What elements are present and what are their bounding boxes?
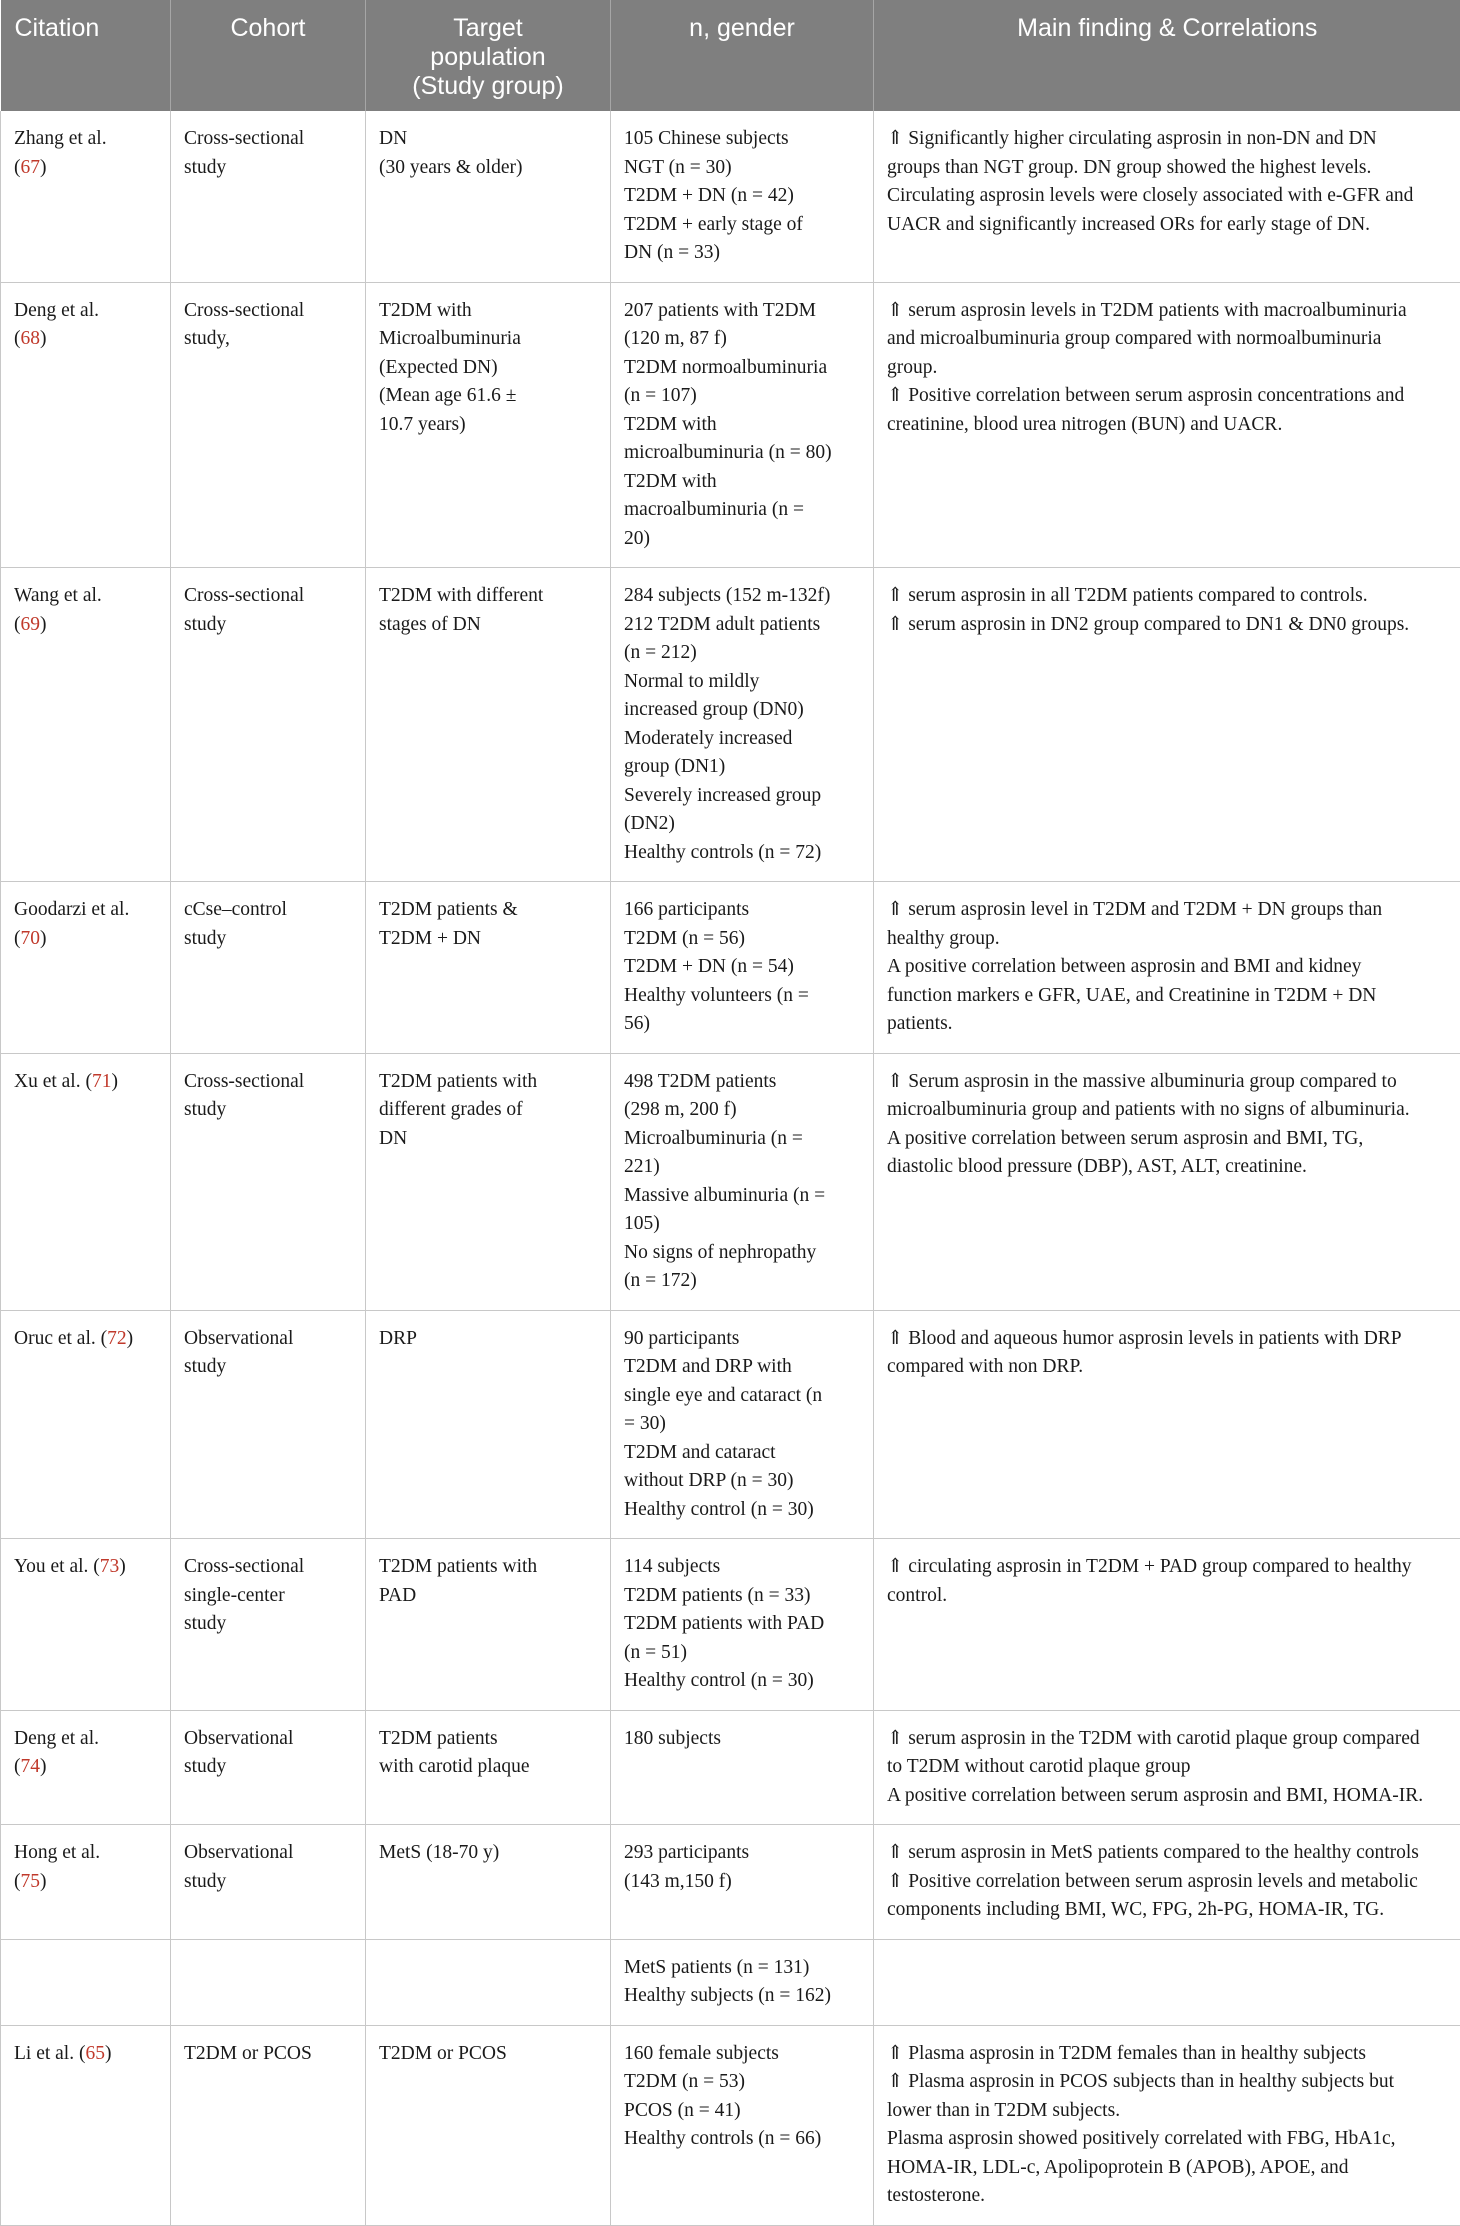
cell-line: Moderately increased xyxy=(624,725,863,754)
target-population-cell xyxy=(366,1825,611,1940)
target-population-cell xyxy=(366,882,611,1054)
target-population-cell xyxy=(366,1710,611,1825)
cohort-cell xyxy=(171,111,366,282)
cell-line: without DRP (n = 30) xyxy=(624,1467,863,1496)
cell-line: Healthy controls (n = 66) xyxy=(624,2125,863,2154)
cell-line: T2DM + DN xyxy=(379,925,600,954)
header-citation xyxy=(1,0,171,111)
reference-link[interactable]: 70 xyxy=(21,928,41,949)
cell-line: ⇑ serum asprosin in DN2 group compared to DN1 & DN0 groups. xyxy=(887,611,1450,640)
citation-authors: You et al. xyxy=(14,1556,88,1577)
cell-line: ⇑ circulating asprosin in T2DM + PAD group compared to healthy xyxy=(887,1553,1450,1582)
table-row xyxy=(1,568,1460,882)
cell-line: Cross-sectional xyxy=(184,1068,355,1097)
header-main-finding xyxy=(874,0,1460,111)
cell-line: (120 m, 87 f) xyxy=(624,325,863,354)
citation-cell: Hong et al. (75) xyxy=(1,1825,171,1940)
cohort-cell xyxy=(171,1710,366,1825)
reference-link[interactable]: 65 xyxy=(85,2043,105,2064)
citation-authors: Deng et al. xyxy=(14,1728,99,1749)
citation-cell: Xu et al. (71) xyxy=(1,1053,171,1310)
cell-line: (n = 107) xyxy=(624,382,863,411)
target-population-cell xyxy=(366,282,611,568)
reference-link[interactable]: 75 xyxy=(21,1871,41,1892)
citation-cell: Deng et al. (74) xyxy=(1,1710,171,1825)
n-gender-cell xyxy=(611,1825,874,1940)
n-gender-cell xyxy=(611,1053,874,1310)
citation-cell: Oruc et al. (72) xyxy=(1,1310,171,1539)
cell-line: 160 female subjects xyxy=(624,2040,863,2069)
cell-line: T2DM patients & xyxy=(379,896,600,925)
cell-line: ⇑ serum asprosin in MetS patients compared to the healthy controls xyxy=(887,1839,1450,1868)
target-population-cell xyxy=(366,1539,611,1711)
cell-line: UACR and significantly increased ORs for early stage of DN. xyxy=(887,211,1450,240)
cell-line: healthy group. xyxy=(887,925,1450,954)
cell-line: study xyxy=(184,925,355,954)
cell-line: (143 m,150 f) xyxy=(624,1868,863,1897)
cell-line: (298 m, 200 f) xyxy=(624,1096,863,1125)
citation-authors: Oruc et al. xyxy=(14,1328,96,1349)
main-finding-cell xyxy=(874,1939,1460,2025)
table-row xyxy=(1,111,1460,282)
cohort-cell xyxy=(171,568,366,882)
main-finding-cell xyxy=(874,1053,1460,1310)
n-gender-cell xyxy=(611,1710,874,1825)
header-text: (Study group) xyxy=(376,72,600,101)
cell-line: PAD xyxy=(379,1582,600,1611)
target-population-cell xyxy=(366,568,611,882)
cohort-cell xyxy=(171,1939,366,2025)
cell-line: Healthy subjects (n = 162) xyxy=(624,1982,863,2011)
header-text: Citation xyxy=(15,14,161,43)
n-gender-cell xyxy=(611,882,874,1054)
target-population-cell xyxy=(366,1053,611,1310)
cell-line: ⇑ Blood and aqueous humor asprosin levels in patients with DRP xyxy=(887,1325,1450,1354)
cell-line: (n = 212) xyxy=(624,639,863,668)
cell-line: study xyxy=(184,1753,355,1782)
cell-line: T2DM with xyxy=(379,297,600,326)
main-finding-cell xyxy=(874,1825,1460,1940)
cell-line: Normal to mildly xyxy=(624,668,863,697)
cell-line: T2DM patients with PAD xyxy=(624,1610,863,1639)
cell-line: DRP xyxy=(379,1325,600,1354)
cell-line: lower than in T2DM subjects. xyxy=(887,2097,1450,2126)
cell-line: T2DM or PCOS xyxy=(184,2040,355,2069)
cell-line: (Expected DN) xyxy=(379,354,600,383)
table-row xyxy=(1,2025,1460,2225)
cell-line: Observational xyxy=(184,1839,355,1868)
cell-line: Observational xyxy=(184,1325,355,1354)
cell-line: Severely increased group xyxy=(624,782,863,811)
reference-link[interactable]: 69 xyxy=(21,614,41,635)
cell-line: different grades of xyxy=(379,1096,600,1125)
reference-link[interactable]: 67 xyxy=(21,157,41,178)
citation-cell: Wang et al. (69) xyxy=(1,568,171,882)
cell-line: ⇑ Positive correlation between serum asprosin concentrations and xyxy=(887,382,1450,411)
n-gender-cell xyxy=(611,111,874,282)
cell-line: single eye and cataract (n xyxy=(624,1382,863,1411)
cell-line: microalbuminuria (n = 80) xyxy=(624,439,863,468)
n-gender-cell xyxy=(611,282,874,568)
cell-line: Healthy control (n = 30) xyxy=(624,1496,863,1525)
cell-line: 293 participants xyxy=(624,1839,863,1868)
header-text: Cohort xyxy=(181,14,355,43)
cell-line: ⇑ Plasma asprosin in T2DM females than in healthy subjects xyxy=(887,2040,1450,2069)
cell-line: DN xyxy=(379,125,600,154)
cell-line: T2DM and cataract xyxy=(624,1439,863,1468)
cell-line: creatinine, blood urea nitrogen (BUN) and UACR. xyxy=(887,411,1450,440)
table-row xyxy=(1,1939,1460,2025)
cell-line: components including BMI, WC, FPG, 2h-PG, HOMA-IR, TG. xyxy=(887,1896,1450,1925)
cell-line: microalbuminuria group and patients with no signs of albuminuria. xyxy=(887,1096,1450,1125)
cell-line: stages of DN xyxy=(379,611,600,640)
table-row xyxy=(1,282,1460,568)
header-text: n, gender xyxy=(621,14,863,43)
table-row xyxy=(1,1053,1460,1310)
cell-line: 498 T2DM patients xyxy=(624,1068,863,1097)
cell-line: T2DM patients (n = 33) xyxy=(624,1582,863,1611)
cell-line: cCse–control xyxy=(184,896,355,925)
n-gender-cell xyxy=(611,1539,874,1711)
cell-line: T2DM + DN (n = 54) xyxy=(624,953,863,982)
cell-line: No signs of nephropathy xyxy=(624,1239,863,1268)
main-finding-cell xyxy=(874,111,1460,282)
cell-line: Microalbuminuria (n = xyxy=(624,1125,863,1154)
cell-line: macroalbuminuria (n = xyxy=(624,496,863,525)
cell-line: study xyxy=(184,1610,355,1639)
cell-line: PCOS (n = 41) xyxy=(624,2097,863,2126)
cell-line: T2DM (n = 56) xyxy=(624,925,863,954)
cell-line: T2DM and DRP with xyxy=(624,1353,863,1382)
citation-cell: Li et al. (65) xyxy=(1,2025,171,2225)
cell-line: T2DM with different xyxy=(379,582,600,611)
cell-line: DN xyxy=(379,1125,600,1154)
citation-cell xyxy=(1,1939,171,2025)
header-text: Main finding & Correlations xyxy=(884,14,1451,43)
cell-line: to T2DM without carotid plaque group xyxy=(887,1753,1450,1782)
main-finding-cell xyxy=(874,2025,1460,2225)
cell-line: ⇑ serum asprosin levels in T2DM patients with macroalbuminuria xyxy=(887,297,1450,326)
cell-line: Cross-sectional xyxy=(184,1553,355,1582)
cell-line: 90 participants xyxy=(624,1325,863,1354)
main-finding-cell xyxy=(874,882,1460,1054)
n-gender-cell xyxy=(611,1939,874,2025)
cell-line: study xyxy=(184,1353,355,1382)
cell-line: Healthy controls (n = 72) xyxy=(624,839,863,868)
cell-line: Cross-sectional xyxy=(184,582,355,611)
cell-line: A positive correlation between serum asprosin and BMI, HOMA-IR. xyxy=(887,1782,1450,1811)
cell-line: 10.7 years) xyxy=(379,411,600,440)
cell-line: Circulating asprosin levels were closely associated with e-GFR and xyxy=(887,182,1450,211)
cell-line: study xyxy=(184,1868,355,1897)
cohort-cell xyxy=(171,282,366,568)
cell-line: NGT (n = 30) xyxy=(624,154,863,183)
cell-line: (DN2) xyxy=(624,810,863,839)
cell-line: 105 Chinese subjects xyxy=(624,125,863,154)
citation-authors: Zhang et al. xyxy=(14,128,107,149)
n-gender-cell xyxy=(611,2025,874,2225)
cell-line: compared with non DRP. xyxy=(887,1353,1450,1382)
cell-line: Healthy control (n = 30) xyxy=(624,1667,863,1696)
cell-line: Observational xyxy=(184,1725,355,1754)
cell-line: T2DM normoalbuminuria xyxy=(624,354,863,383)
cell-line: (n = 51) xyxy=(624,1639,863,1668)
cell-line: DN (n = 33) xyxy=(624,239,863,268)
main-finding-cell xyxy=(874,1710,1460,1825)
reference-link[interactable]: 73 xyxy=(100,1556,120,1577)
cell-line: MetS (18-70 y) xyxy=(379,1839,600,1868)
table-row xyxy=(1,1310,1460,1539)
reference-link[interactable]: 68 xyxy=(21,328,41,349)
cell-line: with carotid plaque xyxy=(379,1753,600,1782)
cell-line: 284 subjects (152 m-132f) xyxy=(624,582,863,611)
cell-line: study, xyxy=(184,325,355,354)
cell-line: Cross-sectional xyxy=(184,125,355,154)
header-text: Target xyxy=(376,14,600,43)
cell-line: single-center xyxy=(184,1582,355,1611)
cell-line: T2DM + early stage of xyxy=(624,211,863,240)
cohort-cell xyxy=(171,882,366,1054)
cell-line: ⇑ Plasma asprosin in PCOS subjects than in healthy subjects but xyxy=(887,2068,1450,2097)
cohort-cell xyxy=(171,1539,366,1711)
cell-line: A positive correlation between serum asprosin and BMI, TG, xyxy=(887,1125,1450,1154)
reference-link[interactable]: 72 xyxy=(107,1328,127,1349)
cell-line: = 30) xyxy=(624,1410,863,1439)
cell-line: control. xyxy=(887,1582,1450,1611)
cell-line: T2DM + DN (n = 42) xyxy=(624,182,863,211)
main-finding-cell xyxy=(874,282,1460,568)
cell-line: HOMA-IR, LDL-c, Apolipoprotein B (APOB), APOE, and xyxy=(887,2154,1450,2183)
table-row xyxy=(1,1539,1460,1711)
cell-line: 212 T2DM adult patients xyxy=(624,611,863,640)
cohort-cell xyxy=(171,2025,366,2225)
citation-cell: Goodarzi et al. (70) xyxy=(1,882,171,1054)
cell-line: T2DM patients with xyxy=(379,1553,600,1582)
cell-line: (Mean age 61.6 ± xyxy=(379,382,600,411)
table-row xyxy=(1,1710,1460,1825)
cell-line: ⇑ Positive correlation between serum asprosin levels and metabolic xyxy=(887,1868,1450,1897)
cell-line: study xyxy=(184,1096,355,1125)
cell-line: testosterone. xyxy=(887,2182,1450,2211)
reference-link[interactable]: 71 xyxy=(92,1071,112,1092)
citation-authors: Xu et al. xyxy=(14,1071,81,1092)
cell-line: Cross-sectional xyxy=(184,297,355,326)
citation-cell: Deng et al. (68) xyxy=(1,282,171,568)
main-finding-cell xyxy=(874,568,1460,882)
citation-authors: Wang et al. xyxy=(14,585,102,606)
header-cohort xyxy=(171,0,366,111)
target-population-cell xyxy=(366,111,611,282)
cell-line: 207 patients with T2DM xyxy=(624,297,863,326)
cell-line: Plasma asprosin showed positively correlated with FBG, HbA1c, xyxy=(887,2125,1450,2154)
cell-line: diastolic blood pressure (DBP), AST, ALT, creatinine. xyxy=(887,1153,1450,1182)
citation-authors: Li et al. xyxy=(14,2043,74,2064)
cell-line: groups than NGT group. DN group showed the highest levels. xyxy=(887,154,1450,183)
target-population-cell xyxy=(366,2025,611,2225)
cell-line: 105) xyxy=(624,1210,863,1239)
cell-line: T2DM patients with xyxy=(379,1068,600,1097)
cell-line: 20) xyxy=(624,525,863,554)
table-body xyxy=(1,111,1460,2225)
cell-line: Massive albuminuria (n = xyxy=(624,1182,863,1211)
cell-line: 221) xyxy=(624,1153,863,1182)
cell-line: (30 years & older) xyxy=(379,154,600,183)
cell-line: group. xyxy=(887,354,1450,383)
cell-line: MetS patients (n = 131) xyxy=(624,1954,863,1983)
cell-line: ⇑ serum asprosin in the T2DM with carotid plaque group compared xyxy=(887,1725,1450,1754)
cell-line: ⇑ Serum asprosin in the massive albuminuria group compared to xyxy=(887,1068,1450,1097)
cell-line: (n = 172) xyxy=(624,1267,863,1296)
main-finding-cell xyxy=(874,1310,1460,1539)
cohort-cell xyxy=(171,1825,366,1940)
cell-line: 166 participants xyxy=(624,896,863,925)
cell-line: increased group (DN0) xyxy=(624,696,863,725)
cell-line: T2DM (n = 53) xyxy=(624,2068,863,2097)
cell-line: T2DM with xyxy=(624,411,863,440)
cell-line: Healthy volunteers (n = xyxy=(624,982,863,1011)
cell-line: T2DM or PCOS xyxy=(379,2040,600,2069)
cell-line: study xyxy=(184,154,355,183)
table-header-row xyxy=(1,0,1460,111)
citation-cell: You et al. (73) xyxy=(1,1539,171,1711)
cohort-cell xyxy=(171,1053,366,1310)
n-gender-cell xyxy=(611,1310,874,1539)
cell-line: ⇑ Significantly higher circulating asprosin in non-DN and DN xyxy=(887,125,1450,154)
reference-link[interactable]: 74 xyxy=(21,1756,41,1777)
citation-authors: Hong et al. xyxy=(14,1842,100,1863)
cell-line: A positive correlation between asprosin and BMI and kidney xyxy=(887,953,1450,982)
table-row xyxy=(1,1825,1460,1940)
cell-line: T2DM with xyxy=(624,468,863,497)
cohort-cell xyxy=(171,1310,366,1539)
main-finding-cell xyxy=(874,1539,1460,1711)
cell-line: Microalbuminuria xyxy=(379,325,600,354)
cell-line: and microalbuminuria group compared with normoalbuminuria xyxy=(887,325,1450,354)
cell-line: 180 subjects xyxy=(624,1725,863,1754)
cell-line: 114 subjects xyxy=(624,1553,863,1582)
cell-line: ⇑ serum asprosin level in T2DM and T2DM + DN groups than xyxy=(887,896,1450,925)
citation-authors: Deng et al. xyxy=(14,300,99,321)
cell-line: patients. xyxy=(887,1010,1450,1039)
table-row xyxy=(1,882,1460,1054)
target-population-cell xyxy=(366,1939,611,2025)
header-n-gender xyxy=(611,0,874,111)
cell-line: T2DM patients xyxy=(379,1725,600,1754)
header-text: population xyxy=(376,43,600,72)
header-target-population xyxy=(366,0,611,111)
citation-authors: Goodarzi et al. xyxy=(14,899,129,920)
cell-line: ⇑ serum asprosin in all T2DM patients compared to controls. xyxy=(887,582,1450,611)
cell-line: function markers e GFR, UAE, and Creatinine in T2DM + DN xyxy=(887,982,1450,1011)
cell-line: 56) xyxy=(624,1010,863,1039)
target-population-cell xyxy=(366,1310,611,1539)
n-gender-cell xyxy=(611,568,874,882)
citation-cell: Zhang et al. (67) xyxy=(1,111,171,282)
cell-line: group (DN1) xyxy=(624,753,863,782)
cell-line: study xyxy=(184,611,355,640)
